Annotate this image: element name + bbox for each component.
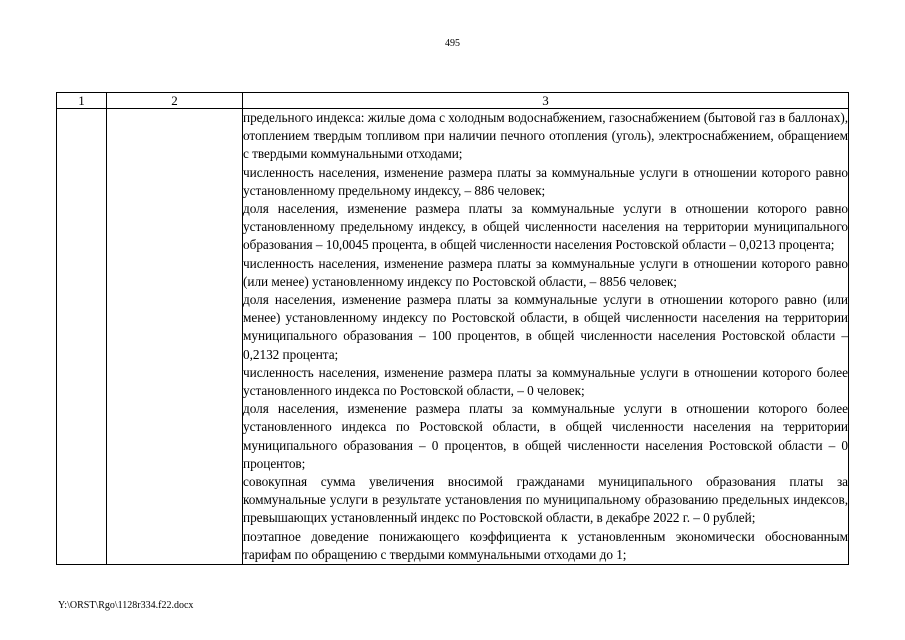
- footer-file-path: Y:\ORST\Rgo\1128r334.f22.docx: [58, 600, 194, 611]
- column-3-cell: [243, 109, 849, 565]
- document-table: [56, 92, 849, 565]
- paragraph: численность населения, изменение размера платы за коммунальные услуги в отношении которого равно установленному предельному индексу, – 886 человек;: [243, 164, 848, 198]
- page-number: 495: [445, 38, 460, 49]
- column-2-cell: [107, 109, 243, 565]
- paragraph: численность населения, изменение размера платы за коммунальные услуги в отношении которого более установленного индекса по Ростовской области, – 0 человек;: [243, 364, 848, 399]
- column-1-cell: [57, 109, 107, 565]
- paragraph: предельного индекса: жилые дома с холодным водоснабжением, газоснабжением (бытовой газ в баллонах), отоплением твердым топливом при наличии печного отопления (уголь), электроснабжением, обращением с твердыми коммунальными отходами;: [243, 110, 848, 162]
- column-header-1: 1: [57, 93, 107, 109]
- column-header-3: 3: [243, 93, 849, 109]
- column-header-2: 2: [107, 93, 243, 109]
- table-row: [57, 109, 849, 565]
- paragraph: совокупная сумма увеличения вносимой гражданами муниципального образования платы за коммунальные услуги в результате установления по муниципальному образованию предельных индексов, превышающих установленный индекс по Ростовской области, в декабре 2022 г. – 0 рублей;: [243, 474, 848, 526]
- paragraph: доля населения, изменение размера платы за коммунальные услуги в отношении которого равно установленному предельному индексу, в общей численности населения на территории муниципального образования – 10,0045 процента, в общей численности населения Ростовской области – 0,0213 процента;: [243, 201, 848, 253]
- paragraph: доля населения, изменение размера платы за коммунальные услуги в отношении которого более установленного индекса по Ростовской области, в общей численности населения на территории муниципального образования – 0 процентов, в общей численности населения Ростовской области – 0 процентов;: [243, 401, 848, 471]
- table-header-row: [57, 93, 849, 109]
- paragraph: численность населения, изменение размера платы за коммунальные услуги в отношении которого равно (или менее) установленному индексу по Ростовской области, – 8856 человек;: [243, 255, 848, 289]
- paragraph: доля населения, изменение размера платы за коммунальные услуги в отношении которого равно (или менее) установленному индексу по Ростовской области, в общей численности населения на территории муниципального образования – 100 процентов, в общей численности населения Ростовской области – 0,2132 процента;: [243, 292, 848, 362]
- paragraph: поэтапное доведение понижающего коэффициента к установленным экономически обоснованным тарифам по обращению с твердыми коммунальными отходами до 1;: [243, 528, 848, 562]
